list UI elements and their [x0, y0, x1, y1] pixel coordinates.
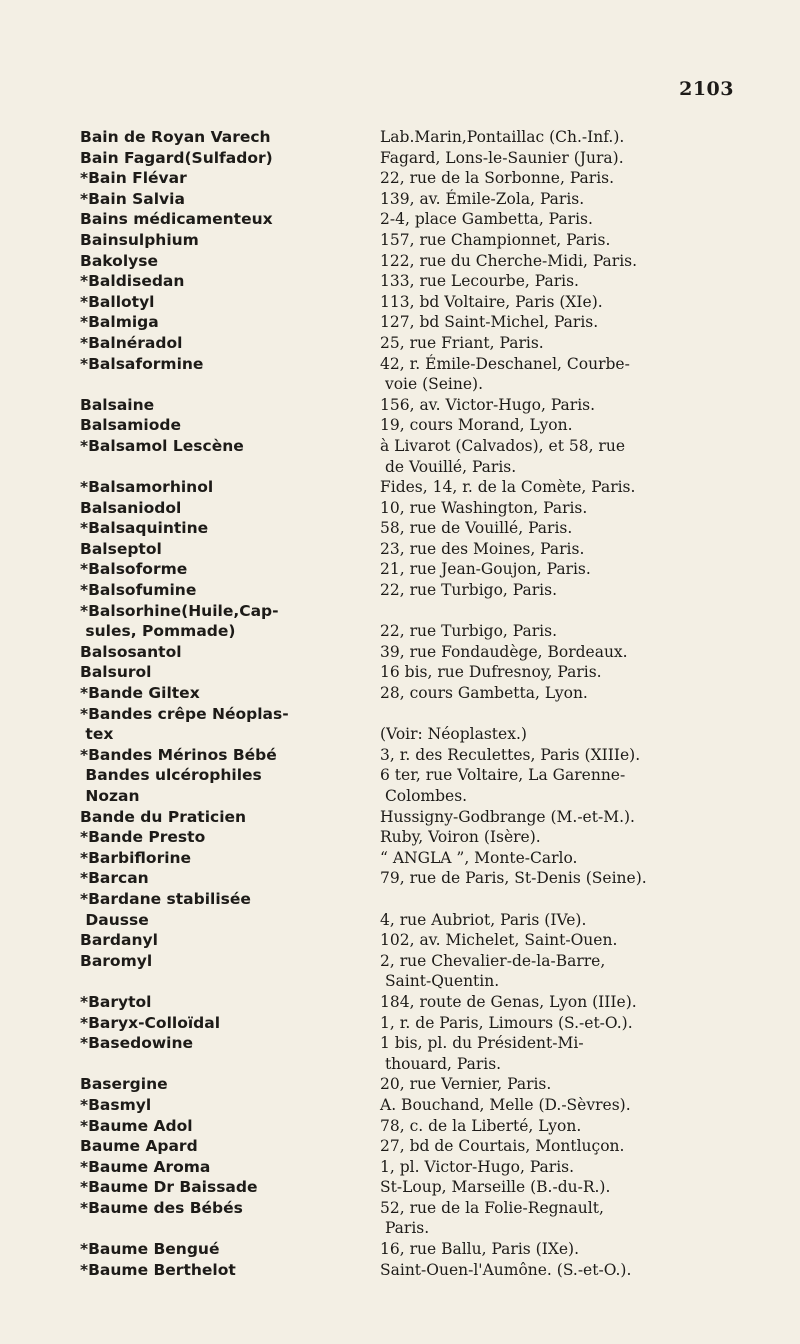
product-name: Basergine — [80, 1075, 168, 1094]
directory-entry — [80, 395, 748, 416]
product-name: Bains médicamenteux — [80, 210, 273, 229]
directory-entry — [80, 1136, 748, 1157]
directory-entry — [80, 189, 748, 210]
product-address: 21, rue Jean-Goujon, Paris. — [380, 560, 591, 579]
product-address: 4, rue Aubriot, Paris (IVe). — [380, 910, 587, 929]
product-name: *Basmyl — [80, 1095, 152, 1114]
product-name: *Barcan — [80, 869, 149, 888]
product-name: *Barbiflorine — [80, 848, 192, 867]
directory-entry — [80, 477, 748, 498]
product-name: *Baume Dr Baissade — [80, 1178, 258, 1197]
product-name: *Balnéradol — [80, 333, 183, 352]
product-name: *Balsofumine — [80, 581, 197, 600]
directory-entry — [80, 312, 748, 333]
product-address: 139, av. Émile-Zola, Paris. — [380, 189, 585, 208]
directory-entry — [80, 1198, 748, 1239]
product-address: 22, rue Turbigo, Paris. — [380, 622, 558, 641]
product-address: 6 ter, rue Voltaire, La Garenne- Colombes. — [380, 766, 626, 805]
directory-entry — [80, 354, 748, 395]
directory-entry — [80, 1177, 748, 1198]
product-name: *Baume Berthelot — [80, 1260, 236, 1279]
product-address: St-Loup, Marseille (B.-du-R.). — [380, 1178, 611, 1197]
product-address: 122, rue du Cherche-Midi, Paris. — [380, 251, 638, 270]
product-name: Bande du Praticien — [80, 807, 247, 826]
product-name: Balsaine — [80, 395, 155, 414]
product-name: *Balsoforme — [80, 560, 188, 579]
directory-entry — [80, 1260, 748, 1281]
product-address: Lab.Marin,Pontaillac (Ch.-Inf.). — [380, 128, 625, 146]
directory-entry — [80, 251, 748, 272]
product-name: *Bandes crêpe Néoplas- tex — [80, 704, 289, 744]
directory-entry — [80, 1074, 748, 1095]
product-name: Balseptol — [80, 539, 162, 558]
product-name: *Baume Bengué — [80, 1240, 220, 1259]
product-name: *Balsamorhinol — [80, 478, 214, 497]
product-address: 184, route de Genas, Lyon (IIIe). — [380, 992, 637, 1011]
product-address: 52, rue de la Folie-Regnault, Paris. — [380, 1198, 604, 1238]
directory-entry — [80, 662, 748, 683]
product-address: Saint-Ouen-l'Aumône. (S.-et-O.). — [380, 1260, 632, 1279]
product-address: Ruby, Voiron (Isère). — [380, 828, 541, 847]
directory-entry — [80, 951, 748, 992]
product-name: *Bain Salvia — [80, 189, 185, 208]
directory-entry — [80, 683, 748, 704]
product-address: 1, pl. Victor-Hugo, Paris. — [380, 1157, 575, 1176]
product-address: 22, rue Turbigo, Paris. — [380, 581, 558, 600]
product-address: 28, cours Gambetta, Lyon. — [380, 684, 588, 703]
directory-entry — [80, 127, 748, 148]
product-name: *Balsaquintine — [80, 519, 209, 538]
product-address: à Livarot (Calvados), et 58, rue de Vouillé, Paris. — [380, 436, 625, 476]
product-name: *Baume Adol — [80, 1116, 193, 1135]
directory-entry — [80, 168, 748, 189]
product-name: *Baume Aroma — [80, 1157, 211, 1176]
product-name: *Barytol — [80, 992, 152, 1011]
product-name: *Bain Flévar — [80, 169, 187, 188]
directory-entry — [80, 930, 748, 951]
directory-entry — [80, 807, 748, 828]
product-address: Fagard, Lons-le-Saunier (Jura). — [380, 148, 624, 167]
product-address: 156, av. Victor-Hugo, Paris. — [380, 395, 596, 414]
product-address: 78, c. de la Liberté, Lyon. — [380, 1116, 582, 1135]
product-address: Hussigny-Godbrange (M.-et-M.). — [380, 807, 635, 826]
product-address: 25, rue Friant, Paris. — [380, 333, 544, 352]
directory-entry — [80, 333, 748, 354]
product-name: *Bandes Mérinos Bébé — [80, 745, 277, 764]
product-address: 16 bis, rue Dufresnoy, Paris. — [380, 663, 602, 682]
product-name: Bakolyse — [80, 251, 158, 270]
product-name: *Bande Presto — [80, 828, 206, 847]
directory-entry — [80, 436, 748, 477]
product-address: 102, av. Michelet, Saint-Ouen. — [380, 931, 618, 950]
directory-entry — [80, 765, 748, 806]
directory-entry — [80, 1013, 748, 1034]
directory-entry — [80, 1116, 748, 1137]
directory-entry — [80, 848, 748, 869]
directory-entry — [80, 745, 748, 766]
product-address: 58, rue de Vouillé, Paris. — [380, 519, 573, 538]
product-address: 2, rue Chevalier-de-la-Barre, Saint-Quentin. — [380, 951, 606, 991]
directory-entry — [80, 1157, 748, 1178]
directory-entry — [80, 1239, 748, 1260]
product-address: 19, cours Morand, Lyon. — [380, 416, 573, 435]
product-name: Balsamiode — [80, 416, 181, 435]
directory-entry — [80, 1095, 748, 1116]
product-name: *Bardane stabilisée Dausse — [80, 889, 251, 929]
product-address: (Voir: Néoplastex.) — [380, 725, 527, 744]
product-address: “ ANGLA ”, Monte-Carlo. — [380, 848, 578, 867]
product-address: 79, rue de Paris, St-Denis (Seine). — [380, 869, 647, 888]
product-address: A. Bouchand, Melle (D.-Sèvres). — [380, 1095, 631, 1114]
product-name: Bain Fagard(Sulfador) — [80, 148, 273, 167]
directory-entry — [80, 642, 748, 663]
product-name: *Baume des Bébés — [80, 1198, 243, 1217]
directory-entry — [80, 868, 748, 889]
product-address: 113, bd Voltaire, Paris (XIe). — [380, 292, 603, 311]
product-address: 16, rue Ballu, Paris (IXe). — [380, 1240, 580, 1259]
directory-entry — [80, 559, 748, 580]
directory-entry — [80, 827, 748, 848]
product-address: 23, rue des Moines, Paris. — [380, 539, 585, 558]
product-name: *Baryx-Colloïdal — [80, 1013, 221, 1032]
directory-entry — [80, 518, 748, 539]
product-name: *Bande Giltex — [80, 684, 200, 703]
directory-entry — [80, 1033, 748, 1074]
product-name: Baromyl — [80, 951, 153, 970]
directory-listing — [80, 127, 748, 1280]
product-address: 39, rue Fondaudège, Bordeaux. — [380, 642, 628, 661]
product-address: 1, r. de Paris, Limours (S.-et-O.). — [380, 1013, 633, 1032]
product-name: *Balsamol Lescène — [80, 436, 244, 455]
directory-entry — [80, 271, 748, 292]
product-address: 20, rue Vernier, Paris. — [380, 1075, 552, 1094]
product-address: 3, r. des Reculettes, Paris (XIIIe). — [380, 745, 641, 764]
product-address: 27, bd de Courtais, Montluçon. — [380, 1137, 625, 1156]
product-address: 22, rue de la Sorbonne, Paris. — [380, 169, 615, 188]
product-name: Balsosantol — [80, 642, 182, 661]
product-name: Bardanyl — [80, 931, 158, 950]
directory-entry — [80, 148, 748, 169]
product-address: 2-4, place Gambetta, Paris. — [380, 210, 593, 229]
page-number: 2103 — [679, 78, 734, 100]
product-address: 133, rue Lecourbe, Paris. — [380, 272, 579, 291]
product-name: Balsaniodol — [80, 498, 182, 517]
product-address: 157, rue Championnet, Paris. — [380, 230, 611, 249]
product-address: 1 bis, pl. du Président-Mi- thouard, Paris. — [380, 1034, 584, 1073]
product-address: 42, r. Émile-Deschanel, Courbe- voie (Seine). — [380, 354, 630, 394]
directory-entry — [80, 539, 748, 560]
product-name: Bandes ulcérophiles Nozan — [85, 766, 262, 805]
product-name: *Balsorhine(Huile,Cap- sules, Pommade) — [80, 601, 279, 641]
directory-entry — [80, 209, 748, 230]
product-name: Bain de Royan Varech — [80, 128, 271, 146]
directory-entry — [80, 704, 748, 745]
product-address: 10, rue Washington, Paris. — [380, 498, 588, 517]
product-address: 127, bd Saint-Michel, Paris. — [380, 313, 599, 332]
directory-entry — [80, 580, 748, 601]
directory-entry — [80, 992, 748, 1013]
product-name: Balsurol — [80, 663, 152, 682]
product-name: Baume Apard — [80, 1137, 198, 1156]
product-name: *Basedowine — [80, 1034, 194, 1053]
product-name: *Balsaformine — [80, 354, 204, 373]
directory-entry — [80, 415, 748, 436]
product-name: *Baldisedan — [80, 272, 185, 291]
directory-entry — [80, 889, 748, 930]
product-name: *Balmiga — [80, 313, 159, 332]
directory-entry — [80, 498, 748, 519]
directory-entry — [80, 292, 748, 313]
product-address: Fides, 14, r. de la Comète, Paris. — [380, 478, 636, 497]
directory-entry — [80, 230, 748, 251]
product-name: Bainsulphium — [80, 230, 199, 249]
directory-entry — [80, 601, 748, 642]
product-name: *Ballotyl — [80, 292, 155, 311]
